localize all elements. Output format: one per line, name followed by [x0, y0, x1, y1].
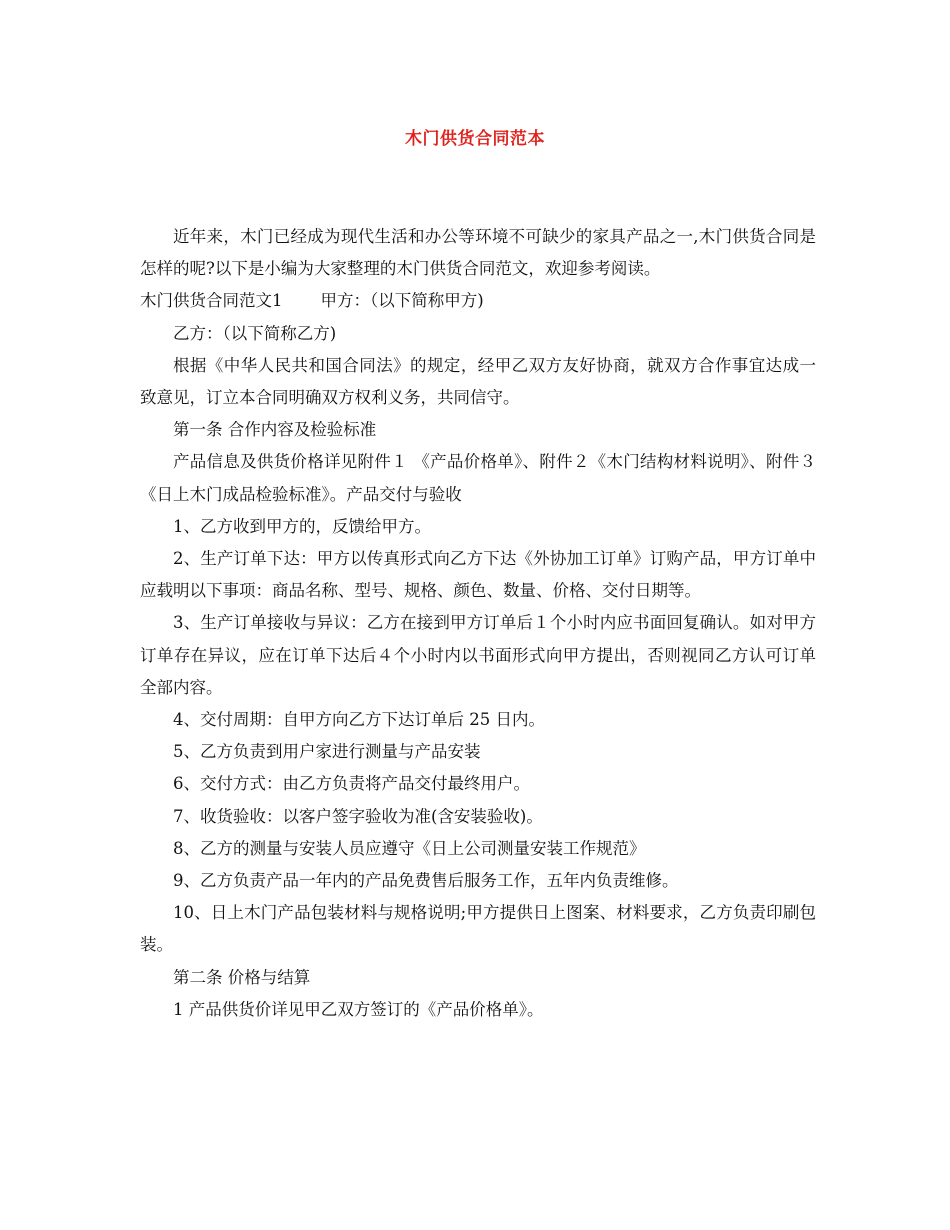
list-item: 8、乙方的测量与安装人员应遵守《日上公司测量安装工作规范》 [173, 838, 646, 858]
sample-heading: 木门供货合同范文1 [140, 291, 283, 311]
sample-heading-line [140, 285, 816, 317]
preamble-paragraph: 根据《中华人民共和国合同法》的规定，经甲乙双方友好协商，就双方合作事宜达成一致意见，订立本合同明确双方权利义务，共同信守。 [140, 355, 816, 408]
list-item: 6、交付方式：由乙方负责将产品交付最终用户。 [173, 774, 530, 794]
list-item: 2、生产订单下达：甲方以传真形式向乙方下达《外协加工订单》订购产品，甲方订单中应载明以下事项：商品名称、型号、规格、颜色、数量、价格、交付日期等。 [140, 549, 816, 601]
list-item: 3、生产订单接收与异议：乙方在接到甲方订单后１个小时内应书面回复确认。如对甲方订单存在异议，应在订单下达后４个小时内以书面形式向甲方提出，否则视同乙方认可订单全部内容。 [140, 613, 816, 697]
party-a: 甲方：（以下简称甲方) [320, 291, 484, 311]
list-item: 7、收货验收：以客户签字验收为准(含安装验收)。 [173, 806, 543, 826]
article-1-heading: 第一条 合作内容及检验标准 [173, 420, 377, 440]
list-item: 4、交付周期：自甲方向乙方下达订单后 25 日内。 [173, 710, 545, 730]
document-body [140, 221, 816, 1026]
list-item: 10、日上木门产品包装材料与规格说明;甲方提供日上图案、材料要求，乙方负责印刷包装。 [140, 903, 816, 955]
list-item: 9、乙方负责产品一年内的产品免费售后服务工作，五年内负责维修。 [173, 871, 679, 891]
intro-paragraph: 近年来，木门已经成为现代生活和办公等环境不可缺少的家具产品之一,木门供货合同是怎样的呢?以下是小编为大家整理的木门供货合同范文，欢迎参考阅读。 [140, 227, 816, 279]
article-2-item-1: 1 产品供货价详见甲乙双方签订的《产品价格单》。 [173, 999, 544, 1019]
article-2-heading: 第二条 价格与结算 [173, 967, 311, 987]
party-b: 乙方：（以下简称乙方) [173, 323, 337, 343]
article-1-intro: 产品信息及供货价格详见附件１ 《产品价格单》、附件２《木门结构材料说明》、附件３《日上木门成品检验标准》。产品交付与验收 [140, 452, 816, 504]
list-item: 5、乙方负责到用户家进行测量与产品安装 [173, 742, 481, 762]
list-item: 1、乙方收到甲方的，反馈给甲方。 [173, 516, 431, 536]
document-title: 木门供货合同范本 [405, 129, 545, 149]
